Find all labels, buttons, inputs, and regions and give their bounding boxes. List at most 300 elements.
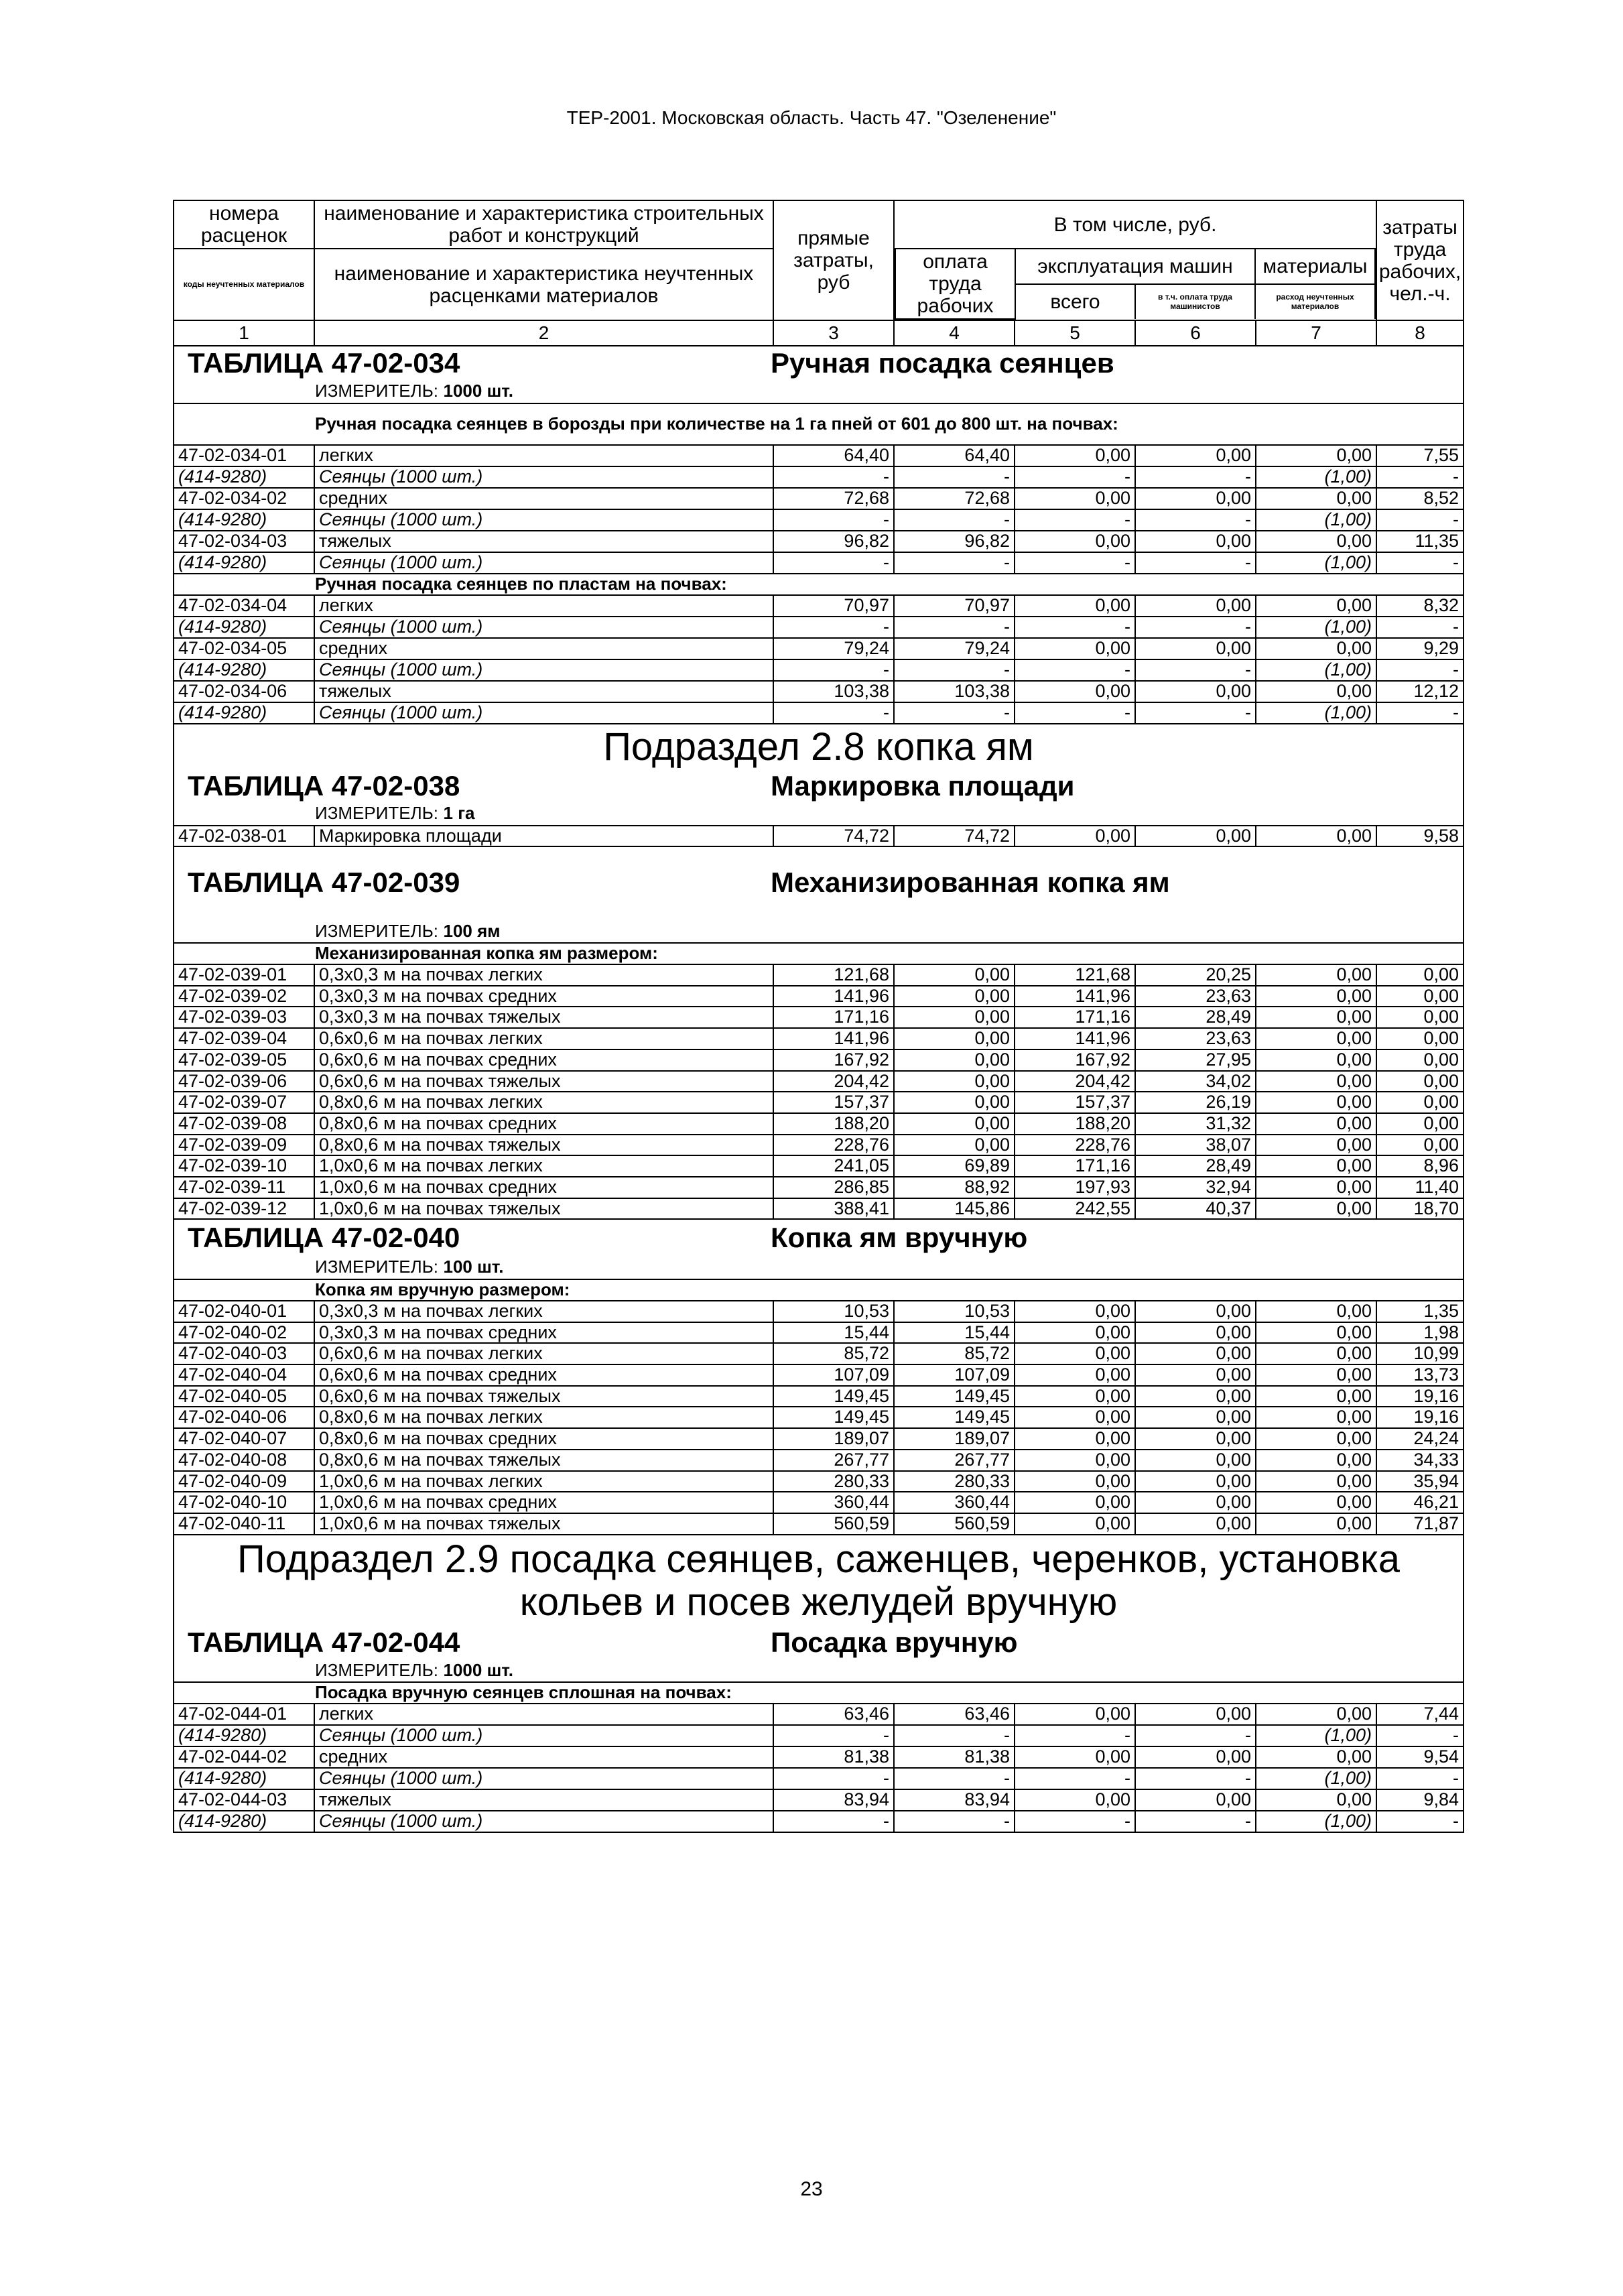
value-c7: 0,00	[1256, 1198, 1376, 1220]
value-c4: 103,38	[894, 681, 1015, 702]
col-header-materials: материалы	[1255, 249, 1375, 284]
value-c8: 11,35	[1376, 531, 1464, 552]
subsection-row	[174, 724, 1464, 770]
meter-space	[438, 921, 444, 941]
value-c4: 189,07	[894, 1428, 1015, 1450]
value-c3: 83,94	[773, 1789, 894, 1811]
value-c6: 26,19	[1135, 1092, 1256, 1113]
value-c8: 0,00	[1376, 1071, 1464, 1092]
value-c7: 0,00	[1256, 488, 1376, 509]
material-m5: -	[1015, 1811, 1135, 1832]
value-c6: 0,00	[1135, 1364, 1256, 1386]
value-c3: 96,82	[773, 531, 894, 552]
table-row	[174, 1386, 1464, 1407]
work-name: 1,0х0,6 м на почвах легких	[314, 1471, 773, 1492]
subsection-title	[174, 1535, 1464, 1627]
table-title-cell	[174, 863, 1464, 902]
value-c8: 12,12	[1376, 681, 1464, 702]
col-header-material-usage: расход неучтенных материалов	[1255, 284, 1375, 319]
rate-code: 47-02-040-03	[174, 1343, 314, 1364]
rate-code: 47-02-039-11	[174, 1177, 314, 1198]
table-title-cell	[174, 1627, 1464, 1660]
value-c7: 0,00	[1256, 1407, 1376, 1428]
meter-value: 1000 шт.	[443, 381, 513, 401]
value-c4: 70,97	[894, 595, 1015, 617]
value-c5: 0,00	[1015, 1746, 1135, 1768]
material-name: Сеянцы (1000 шт.)	[314, 702, 773, 724]
value-c7: 0,00	[1256, 1450, 1376, 1471]
material-m4: -	[894, 1725, 1015, 1746]
material-m8: -	[1376, 659, 1464, 681]
meter-cell	[174, 380, 1464, 403]
value-c5: 0,00	[1015, 1343, 1135, 1364]
value-c3: 188,20	[773, 1113, 894, 1135]
col-header-direct-costs: прямые затраты, руб	[773, 200, 894, 320]
table-name: Механизированная копка ям	[771, 867, 1170, 899]
spacer-row	[174, 846, 1464, 863]
material-m6: -	[1135, 552, 1256, 574]
value-c4: 81,38	[894, 1746, 1015, 1768]
col-header-total: всего	[1015, 284, 1135, 319]
value-c4: 96,82	[894, 531, 1015, 552]
col-header-including: В том числе, руб.	[894, 200, 1376, 249]
table-row	[174, 595, 1464, 617]
work-name: тяжелых	[314, 681, 773, 702]
value-c3: 167,92	[773, 1049, 894, 1071]
value-c3: 189,07	[773, 1428, 894, 1450]
rate-code: 47-02-039-03	[174, 1007, 314, 1028]
material-m6: -	[1135, 659, 1256, 681]
value-c8: 13,73	[1376, 1364, 1464, 1386]
rate-code: 47-02-039-02	[174, 986, 314, 1007]
value-c7: 0,00	[1256, 1155, 1376, 1177]
value-c8: 71,87	[1376, 1513, 1464, 1535]
work-name: 0,6х0,6 м на почвах тяжелых	[314, 1071, 773, 1092]
value-c3: 103,38	[773, 681, 894, 702]
value-c4: 0,00	[894, 1049, 1015, 1071]
material-name: Сеянцы (1000 шт.)	[314, 552, 773, 574]
material-m6: -	[1135, 509, 1256, 531]
value-c8: 0,00	[1376, 1028, 1464, 1049]
col-number-4: 4	[894, 320, 1015, 346]
rate-code: 47-02-034-04	[174, 595, 314, 617]
spacer-row	[174, 902, 1464, 919]
value-c8: 0,00	[1376, 1113, 1464, 1135]
value-c8: 10,99	[1376, 1343, 1464, 1364]
rate-code: 47-02-040-01	[174, 1301, 314, 1322]
subsection-row	[174, 1535, 1464, 1627]
material-m5: -	[1015, 1725, 1135, 1746]
meter-cell	[174, 1660, 1464, 1682]
material-m6: -	[1135, 1725, 1256, 1746]
value-c7: 0,00	[1256, 1092, 1376, 1113]
material-m8: -	[1376, 1725, 1464, 1746]
table-row	[174, 1407, 1464, 1428]
meter-cell	[174, 802, 1464, 826]
table-number: ТАБЛИЦА 47-02-039	[188, 867, 460, 899]
value-c5: 141,96	[1015, 1028, 1135, 1049]
value-c6: 0,00	[1135, 1746, 1256, 1768]
meter-row	[174, 1256, 1464, 1279]
value-c3: 286,85	[773, 1177, 894, 1198]
page-header: ТЕР-2001. Московская область. Часть 47. "Озеленение"	[566, 107, 1057, 128]
material-m3: -	[773, 617, 894, 638]
material-m7: (1,00)	[1256, 466, 1376, 488]
value-c4: 267,77	[894, 1450, 1015, 1471]
material-m7: (1,00)	[1256, 1811, 1376, 1832]
col-header-subcols	[894, 249, 1376, 320]
work-name: 0,6х0,6 м на почвах средних	[314, 1049, 773, 1071]
material-row	[174, 1768, 1464, 1789]
value-c3: 85,72	[773, 1343, 894, 1364]
value-c5: 0,00	[1015, 638, 1135, 659]
material-m8: -	[1376, 509, 1464, 531]
material-m3: -	[773, 1725, 894, 1746]
table-row	[174, 1428, 1464, 1450]
value-c3: 204,42	[773, 1071, 894, 1092]
work-name: легких	[314, 445, 773, 466]
table-row	[174, 986, 1464, 1007]
value-c6: 0,00	[1135, 445, 1256, 466]
value-c7: 0,00	[1256, 1135, 1376, 1156]
work-name: 0,8х0,6 м на почвах легких	[314, 1407, 773, 1428]
value-c3: 149,45	[773, 1386, 894, 1407]
meter-row	[174, 919, 1464, 943]
work-name: 1,0х0,6 м на почвах средних	[314, 1492, 773, 1513]
material-m3: -	[773, 1811, 894, 1832]
value-c8: 8,96	[1376, 1155, 1464, 1177]
table-row	[174, 1135, 1464, 1156]
value-c5: 0,00	[1015, 1789, 1135, 1811]
material-row	[174, 1811, 1464, 1832]
value-c7: 0,00	[1256, 1177, 1376, 1198]
col-header-machines: эксплуатация машин	[1015, 249, 1255, 284]
rate-code: 47-02-040-11	[174, 1513, 314, 1535]
value-c5: 0,00	[1015, 531, 1135, 552]
value-c5: 157,37	[1015, 1092, 1135, 1113]
material-m4: -	[894, 1811, 1015, 1832]
material-row	[174, 552, 1464, 574]
material-m5: -	[1015, 1768, 1135, 1789]
table-number: ТАБЛИЦА 47-02-044	[188, 1627, 460, 1659]
work-name: 1,0х0,6 м на почвах легких	[314, 1155, 773, 1177]
value-c5: 171,16	[1015, 1155, 1135, 1177]
value-c7: 0,00	[1256, 531, 1376, 552]
material-code: (414-9280)	[174, 1725, 314, 1746]
table-title-cell	[174, 770, 1464, 802]
value-c6: 0,00	[1135, 1301, 1256, 1322]
value-c3: 171,16	[773, 1007, 894, 1028]
value-c6: 0,00	[1135, 1513, 1256, 1535]
value-c7: 0,00	[1256, 1704, 1376, 1725]
value-c8: 1,35	[1376, 1301, 1464, 1322]
table-name: Маркировка площади	[771, 769, 1075, 802]
subhead-text: Посадка вручную сеянцев сплошная на почвах:	[315, 1681, 732, 1702]
value-c5: 0,00	[1015, 1513, 1135, 1535]
value-c7: 0,00	[1256, 1386, 1376, 1407]
value-c4: 63,46	[894, 1704, 1015, 1725]
material-m4: -	[894, 617, 1015, 638]
rate-code: 47-02-039-01	[174, 964, 314, 986]
table-row	[174, 681, 1464, 702]
value-c8: 0,00	[1376, 1092, 1464, 1113]
value-c7: 0,00	[1256, 1428, 1376, 1450]
material-code: (414-9280)	[174, 1811, 314, 1832]
value-c5: 0,00	[1015, 826, 1135, 847]
work-name: 0,6х0,6 м на почвах тяжелых	[314, 1386, 773, 1407]
meter-value: 100 шт.	[443, 1257, 504, 1277]
meter-row	[174, 380, 1464, 403]
work-name: 0,6х0,6 м на почвах средних	[314, 1364, 773, 1386]
material-m8: -	[1376, 1768, 1464, 1789]
table-number: ТАБЛИЦА 47-02-034	[188, 346, 460, 379]
material-m8: -	[1376, 466, 1464, 488]
table-row	[174, 1007, 1464, 1028]
rate-code: 47-02-034-03	[174, 531, 314, 552]
material-row	[174, 659, 1464, 681]
table-row	[174, 1492, 1464, 1513]
value-c5: 171,16	[1015, 1007, 1135, 1028]
value-c6: 0,00	[1135, 1386, 1256, 1407]
table-number: ТАБЛИЦА 47-02-040	[188, 1222, 460, 1254]
material-m8: -	[1376, 552, 1464, 574]
col-number-1: 1	[174, 320, 314, 346]
value-c3: 228,76	[773, 1135, 894, 1156]
table-row	[174, 1364, 1464, 1386]
value-c4: 85,72	[894, 1343, 1015, 1364]
value-c3: 10,53	[773, 1301, 894, 1322]
material-code: (414-9280)	[174, 702, 314, 724]
meter-value: 1000 шт.	[443, 1659, 513, 1680]
material-code: (414-9280)	[174, 466, 314, 488]
material-m4: -	[894, 1768, 1015, 1789]
meter-label: ИЗМЕРИТЕЛЬ:	[315, 1257, 438, 1277]
value-c6: 0,00	[1135, 1704, 1256, 1725]
material-code: (414-9280)	[174, 509, 314, 531]
table-name: Ручная посадка сеянцев	[771, 346, 1114, 379]
table-row	[174, 1177, 1464, 1198]
page-number: 23	[800, 2178, 823, 2200]
table-row	[174, 826, 1464, 847]
subheader-row	[895, 249, 1375, 284]
value-c4: 72,68	[894, 488, 1015, 509]
value-c8: 9,58	[1376, 826, 1464, 847]
value-c6: 0,00	[1135, 1471, 1256, 1492]
meter-label: ИЗМЕРИТЕЛЬ:	[315, 920, 438, 941]
material-code: (414-9280)	[174, 659, 314, 681]
col-header-wages: оплата труда рабочих	[895, 249, 1015, 319]
material-m4: -	[894, 659, 1015, 681]
value-c5: 0,00	[1015, 1450, 1135, 1471]
work-name: 0,8х0,6 м на почвах средних	[314, 1428, 773, 1450]
table-row	[174, 1450, 1464, 1471]
value-c7: 0,00	[1256, 826, 1376, 847]
value-c6: 23,63	[1135, 1028, 1256, 1049]
subhead-row	[174, 1279, 1464, 1301]
work-name: 0,3х0,3 м на почвах легких	[314, 1301, 773, 1322]
value-c3: 72,68	[773, 488, 894, 509]
value-c6: 0,00	[1135, 1407, 1256, 1428]
value-c5: 0,00	[1015, 445, 1135, 466]
value-c4: 107,09	[894, 1364, 1015, 1386]
meter-space	[438, 381, 444, 401]
meter-cell	[174, 919, 1464, 943]
table-row	[174, 1789, 1464, 1811]
value-c6: 38,07	[1135, 1135, 1256, 1156]
value-c8: 8,52	[1376, 488, 1464, 509]
material-m6: -	[1135, 617, 1256, 638]
material-m3: -	[773, 509, 894, 531]
value-c6: 32,94	[1135, 1177, 1256, 1198]
material-m7: (1,00)	[1256, 659, 1376, 681]
material-m7: (1,00)	[1256, 1768, 1376, 1789]
value-c4: 145,86	[894, 1198, 1015, 1220]
meter-value: 1 га	[443, 802, 475, 823]
material-row	[174, 617, 1464, 638]
material-m5: -	[1015, 659, 1135, 681]
subsection-title: Подраздел 2.8 копка ям	[174, 724, 1464, 770]
subsection-line-1: Подраздел 2.9 посадка сеянцев, саженцев, черенков, установка	[237, 1537, 1401, 1581]
value-c6: 40,37	[1135, 1198, 1256, 1220]
rate-code: 47-02-040-02	[174, 1322, 314, 1344]
material-m7: (1,00)	[1256, 1725, 1376, 1746]
meter-row	[174, 1660, 1464, 1682]
meter-label: ИЗМЕРИТЕЛЬ:	[315, 381, 438, 401]
value-c7: 0,00	[1256, 1343, 1376, 1364]
material-code: (414-9280)	[174, 1768, 314, 1789]
material-code: (414-9280)	[174, 617, 314, 638]
value-c4: 69,89	[894, 1155, 1015, 1177]
value-c4: 0,00	[894, 1071, 1015, 1092]
subhead-text: Механизированная копка ям размером:	[315, 943, 658, 964]
value-c8: 11,40	[1376, 1177, 1464, 1198]
value-c7: 0,00	[1256, 1471, 1376, 1492]
work-name: средних	[314, 488, 773, 509]
material-name: Сеянцы (1000 шт.)	[314, 509, 773, 531]
material-m3: -	[773, 466, 894, 488]
value-c7: 0,00	[1256, 986, 1376, 1007]
value-c4: 360,44	[894, 1492, 1015, 1513]
meter-label: ИЗМЕРИТЕЛЬ:	[315, 1659, 438, 1680]
table-row	[174, 1049, 1464, 1071]
value-c6: 0,00	[1135, 826, 1256, 847]
meter-space	[438, 1257, 444, 1277]
value-c4: 0,00	[894, 1113, 1015, 1135]
spacer	[174, 902, 1464, 919]
table-row	[174, 488, 1464, 509]
work-name: 1,0х0,6 м на почвах тяжелых	[314, 1198, 773, 1220]
material-m5: -	[1015, 509, 1135, 531]
rate-code: 47-02-044-03	[174, 1789, 314, 1811]
rate-code: 47-02-040-04	[174, 1364, 314, 1386]
table-title-row	[174, 346, 1464, 380]
value-c5: 0,00	[1015, 1322, 1135, 1344]
work-name: Маркировка площади	[314, 826, 773, 847]
table-row	[174, 445, 1464, 466]
value-c3: 70,97	[773, 595, 894, 617]
value-c3: 15,44	[773, 1322, 894, 1344]
material-m6: -	[1135, 1811, 1256, 1832]
material-m5: -	[1015, 702, 1135, 724]
value-c8: 0,00	[1376, 1135, 1464, 1156]
rate-code: 47-02-039-06	[174, 1071, 314, 1092]
value-c3: 79,24	[773, 638, 894, 659]
value-c5: 0,00	[1015, 1301, 1135, 1322]
work-name: легких	[314, 595, 773, 617]
value-c4: 280,33	[894, 1471, 1015, 1492]
value-c3: 560,59	[773, 1513, 894, 1535]
col-header-work-name: наименование и характеристика строительных работ и конструкций	[314, 200, 773, 249]
table-title-row	[174, 863, 1464, 902]
material-m7: (1,00)	[1256, 702, 1376, 724]
material-m3: -	[773, 552, 894, 574]
material-name: Сеянцы (1000 шт.)	[314, 659, 773, 681]
value-c8: 9,29	[1376, 638, 1464, 659]
meter-cell	[174, 1256, 1464, 1279]
value-c8: 18,70	[1376, 1198, 1464, 1220]
value-c5: 0,00	[1015, 1492, 1135, 1513]
value-c7: 0,00	[1256, 595, 1376, 617]
value-c6: 0,00	[1135, 1450, 1256, 1471]
rate-code: 47-02-039-09	[174, 1135, 314, 1156]
value-c7: 0,00	[1256, 445, 1376, 466]
value-c3: 267,77	[773, 1450, 894, 1471]
subheader-table	[895, 249, 1376, 320]
value-c6: 28,49	[1135, 1155, 1256, 1177]
rate-code: 47-02-044-02	[174, 1746, 314, 1768]
table-row	[174, 531, 1464, 552]
subhead-cell	[174, 943, 1464, 964]
material-m3: -	[773, 659, 894, 681]
value-c5: 204,42	[1015, 1071, 1135, 1092]
value-c5: 0,00	[1015, 1428, 1135, 1450]
rate-code: 47-02-039-08	[174, 1113, 314, 1135]
col-number-5: 5	[1015, 320, 1135, 346]
rate-code: 47-02-044-01	[174, 1704, 314, 1725]
material-m5: -	[1015, 466, 1135, 488]
rate-code: 47-02-034-06	[174, 681, 314, 702]
table-row	[174, 1113, 1464, 1135]
table-row	[174, 1322, 1464, 1344]
col-number-8: 8	[1376, 320, 1464, 346]
value-c6: 0,00	[1135, 595, 1256, 617]
value-c5: 0,00	[1015, 1386, 1135, 1407]
value-c6: 0,00	[1135, 488, 1256, 509]
value-c6: 0,00	[1135, 1789, 1256, 1811]
col-header-rate-number: номера расценок	[174, 200, 314, 249]
work-name: средних	[314, 638, 773, 659]
value-c6: 31,32	[1135, 1113, 1256, 1135]
value-c3: 64,40	[773, 445, 894, 466]
rates-table	[173, 200, 1464, 1833]
table-row	[174, 964, 1464, 986]
value-c3: 141,96	[773, 1028, 894, 1049]
value-c8: 0,00	[1376, 986, 1464, 1007]
value-c3: 280,33	[773, 1471, 894, 1492]
work-name: 0,3х0,3 м на почвах средних	[314, 1322, 773, 1344]
subhead-cell	[174, 403, 1464, 445]
value-c7: 0,00	[1256, 1789, 1376, 1811]
value-c5: 141,96	[1015, 986, 1135, 1007]
table-row	[174, 1028, 1464, 1049]
subhead-row	[174, 943, 1464, 964]
value-c4: 0,00	[894, 1007, 1015, 1028]
value-c8: 8,32	[1376, 595, 1464, 617]
value-c4: 0,00	[894, 1028, 1015, 1049]
value-c4: 0,00	[894, 986, 1015, 1007]
material-m6: -	[1135, 466, 1256, 488]
value-c8: 0,00	[1376, 964, 1464, 986]
